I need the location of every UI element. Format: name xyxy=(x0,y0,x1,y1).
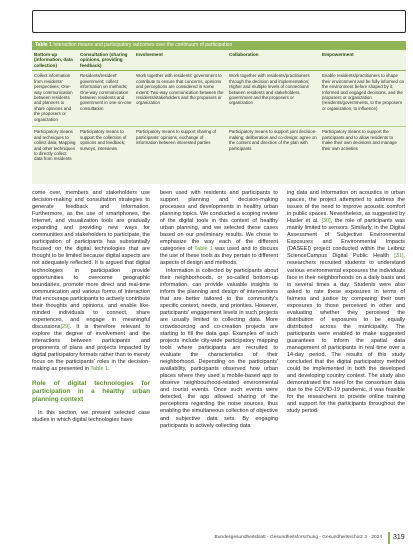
table-cell: Participatory means to support the collection of opinions and feedback; surveys, interviews xyxy=(80,129,127,151)
section-heading: Role of digital technologies for participation in a healthy urban planning context xyxy=(32,380,150,404)
table-cell: Participatory means to support the participants and to allow residents to make their own decisions and manage their own activities xyxy=(322,129,397,151)
table-header-cell: Bottom-up (information, data collection) xyxy=(34,51,73,68)
table-cell: Enable residents/practitioners to shape their environment and be fully informed on the environment before shaped by it; Informed and engaged decisions, and the proposers or organization (residents/governments, to the proposers or organization, to influence) xyxy=(322,73,405,111)
table-header-cell: Involvement xyxy=(136,51,163,57)
body-paragraph xyxy=(160,190,278,268)
body-text: , researchers recruited students to understand various environmental exposures the individuals face in their neighborhoods on a daily basis and in several times a day. Students were also asked to rate these exposures in terms of fairness and justice by comparing their own exposures to those perceived in other and evaluating whether they perceived the distribution of exposures to be equally distributed across the municipality. The participants were enabled to make suggested guarantees to inform the spatial data management of participants in real time over a 14-day period. The results of this study concluded that the digital participatory method could be implemented in both the developed and developing country context. The study also demonstrated the need for the consortium data due to the COVID-19 pandemic, it was feasible for the researchers to provide online training and support for the participants throughout the study period. xyxy=(287,253,406,415)
table-caption xyxy=(32,41,406,50)
journal-name: Bundesgesundheitsblatt - Gesundheitsforschung - Gesundheitsschutz 3 · 2024 xyxy=(214,535,382,540)
table-row xyxy=(32,71,406,127)
reference-link[interactable]: [31] xyxy=(394,253,404,260)
body-column-3 xyxy=(287,190,405,416)
body-text: , the role of participants was mainly limited to sensors. Similarly, in the Digital Assessment of Subjective Environmental Exposures and Environmental Impacts (DASEEI) project conducted within the Leibniz ScienceCampus Digital Public Health xyxy=(287,218,406,260)
table-header-cell: Consultation (sharing opinions, providing feedback) xyxy=(80,51,128,68)
body-text: ing data and information on acoustics in urban spaces, the project attempted to address the issues of the need to improve acoustic comfort in public spaces. Nevertheless, as suggested by Hasler et al. xyxy=(287,190,405,225)
table-cell: Work together with residents/practitioners through the decision and implementation; Higher and multiple levels of connections between residents and stakeholders, government and the proposers or organization xyxy=(229,73,310,106)
table-reference-link[interactable]: Table 1 xyxy=(90,366,109,373)
participation-table xyxy=(32,41,406,184)
table-cell: Participatory means to support sharing of participants' opinions, exchange of information between interested parties xyxy=(136,129,217,146)
table-header-cell: Collaboration xyxy=(229,51,259,57)
reference-link[interactable]: [30] xyxy=(321,218,331,225)
table-row xyxy=(32,127,406,183)
header-frame xyxy=(32,10,406,33)
table-header-cell: Empowerment xyxy=(322,51,354,57)
body-column-1 xyxy=(32,190,150,424)
table-label: Table 1 xyxy=(35,42,52,48)
table-header-row xyxy=(32,50,406,71)
body-paragraph xyxy=(287,190,405,416)
table-cell: Work together with residents' government to contribute to ensure that concerns, opinions and perceptions are considered in some extent; Two-way communication between the residents/stakeholders and the proposers or organization xyxy=(136,73,224,106)
body-paragraph: Information is collected by participants about their neighborhoods, or so-called bottom-up information, can provide valuable insights to inform the planning and design of interventions that are better tailored to the community's specific context, needs, and priorities. However, participants' engagement levels in such projects are usually limited to collecting data. More crowdsourcing and co-creation projects are starting to fill the data gap. Examples of such projects include city-wide participatory mapping tools where participants are recruited to evaluate the characteristics of their neighborhood. Depending on the participants' availability, participants observed how urban places where they used a mobile-based app to observe neighbourhood-related environmental and tourist events. Once such events were detected, the app allowed sharing of the perceptions regarding the noise sources, thus enabling the simultaneous collection of objective and subjective data sets. By engaging participants in actively collecting data xyxy=(160,267,278,429)
body-text: been used with residents and participants to support planning and decision-making processes and developments in healthy urban planning topics. We conducted a scoping review of the digital tools in this context of healthy urban planning, and we selected these cases based on our preliminary results. We chose to emphasize the way each of the different categories of xyxy=(160,190,278,253)
table-reference-link[interactable]: Table 1 xyxy=(194,246,213,253)
table-cell: Participatory means to support joint decision-making; deliberation and co-design; agree on the content and direction of the plan with participants xyxy=(229,129,317,151)
body-text: come over, members and stakeholders use decision-making and consultation strategies to generate feedback and information. Furthermore, as the use of smartphones, the Internet, and visualization tools are gradually expanding and providing new ways for communities and stakeholders to participate, the participation of participants has substantially focused on the digital technologies that are thought to be limited because digital aspects are not adequately reflected. It is argued that digital technologies in participation provide opportunities to overcome geographic boundaries, promote more direct and real-time communication and various forms of interaction that encourage participants to actively contribute their thoughts and opinions, and enable like-minded individuals to connect, share experiences, and engage in meaningful discussions xyxy=(32,190,151,330)
page-number: 319 xyxy=(388,532,406,544)
table-cell: Collect information from residents' perspectives; One-way communication between residents and planners to share opinions and the proposers or organization xyxy=(34,73,73,122)
table-caption-text: Interaction means and participatory outcomes over the continuum of participation xyxy=(53,42,233,48)
body-paragraph xyxy=(32,190,150,373)
table-cell: Residents/resident' government; collect information on methods; One-way communication between residents and government in one-on-one consultation xyxy=(80,73,132,111)
page-footer xyxy=(32,532,406,544)
body-text: . It is therefore relevant to explore the degree of involvement and the interactions between participants and proponents of plans and projects impacted by digital participatory formats rather than to merely focus on the participants' roles in the decision-making as presented in xyxy=(32,323,150,373)
table-cell: Participatory means and techniques to collect data; Mapping and other techniques to directly collect data from residents xyxy=(34,129,76,162)
reference-link[interactable]: [29] xyxy=(60,323,70,330)
body-text: . xyxy=(108,366,110,373)
body-text: was used and to discuss the use of these tools as they pertain to different aspects of design and methods. xyxy=(160,246,278,267)
body-paragraph: In this section, we present selected case studies in which digital technologies have xyxy=(32,410,150,424)
body-column-2 xyxy=(160,190,278,430)
